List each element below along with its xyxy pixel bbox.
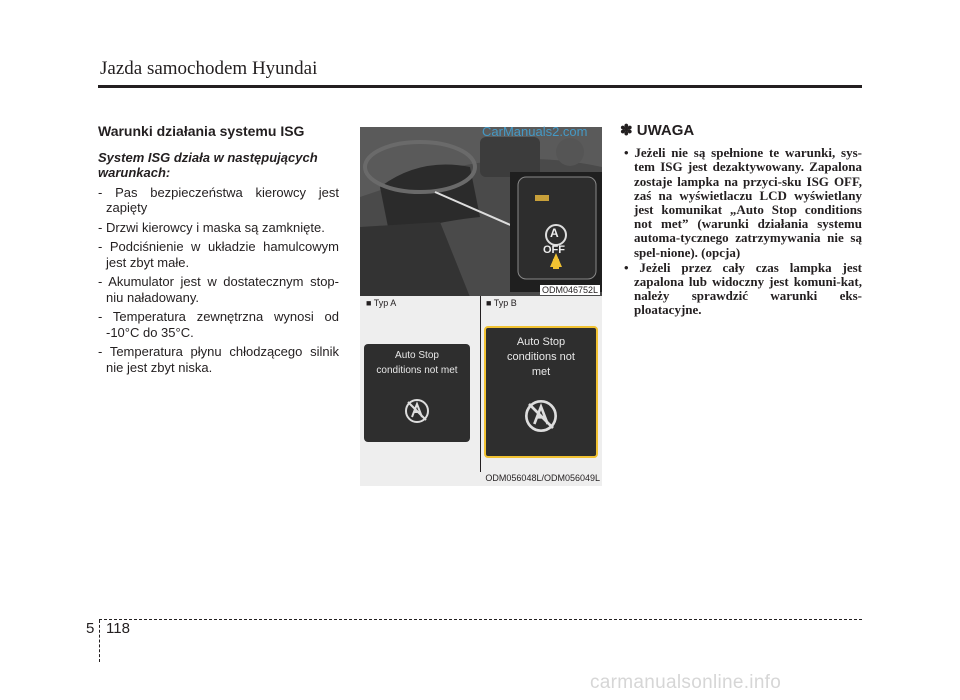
- isg-disabled-icon: [402, 396, 432, 426]
- lcd-b-line-1: Auto Stop: [516, 336, 566, 348]
- left-column: [98, 124, 339, 379]
- isg-button-off-label: OFF: [543, 244, 565, 256]
- condition-item: - Temperatura płynu chłodzącego silnik nie jest zbyt niska.: [98, 344, 339, 375]
- condition-item: - Akumulator jest w dostatecznym stop-niu naładowany.: [98, 274, 339, 305]
- isg-button-symbol: A: [550, 226, 559, 240]
- watermark-top: CarManuals2.com: [482, 124, 588, 139]
- lcd-a-line-2: conditions not met: [376, 365, 458, 376]
- condition-item: - Pas bezpieczeństwa kierowcy jest zapięty: [98, 184, 339, 215]
- note-title: ✽ UWAGA: [620, 122, 695, 139]
- lcd-b-line-3: met: [531, 366, 551, 378]
- figure-code: ODM056048L/ODM056049L: [485, 473, 600, 483]
- lcd-message-figure: [360, 296, 602, 486]
- dashboard-figure: [360, 127, 602, 297]
- note-item: • Jeżeli przez cały czas lampka jest zapalona lub widoczny jest komuni-kat, należy sprawdzić warunki eks-ploatacyjne.: [624, 259, 862, 318]
- header-rule: [98, 85, 862, 88]
- lcd-a-line-1: Auto Stop: [395, 350, 439, 361]
- condition-item: - Drzwi kierowcy i maska są zamknięte.: [98, 219, 325, 235]
- lcd-panel-type-a: [364, 344, 470, 442]
- watermark-bottom: carmanualsonline.info: [590, 672, 782, 693]
- note-item: • Jeżeli nie są spełnione te warunki, sys-tem ISG jest dezaktywowany. Zapalona zostaje lampka na przyci-sku ISG OFF, zaś na wyświetlaczu LCD wyświetlany jest komunikat „Auto Stop conditions not met” (warunki działania systemu automa-tycznego zatrzymywania nie są spel-nione). (opcja): [624, 145, 862, 260]
- section-title: Warunki działania systemu ISG: [98, 123, 305, 139]
- page-number: 118: [106, 620, 130, 637]
- lcd-b-line-2: conditions not: [507, 351, 575, 363]
- footer-divider: [99, 620, 100, 662]
- figure-code: ODM046752L: [541, 285, 598, 295]
- chapter-number: 5: [86, 620, 95, 637]
- condition-item: - Podciśnienie w układzie hamulcowym jest zbyt małe.: [98, 239, 339, 270]
- page-header-title: Jazda samochodem Hyundai: [100, 58, 318, 79]
- condition-item: - Temperatura zewnętrzna wynosi od -10°C do 35°C.: [98, 309, 339, 340]
- note-column: [620, 124, 862, 319]
- footer-rule: [99, 619, 862, 620]
- lcd-panel-type-b: [484, 326, 598, 458]
- type-a-label: ■ Typ A: [366, 298, 397, 308]
- section-subtitle: System ISG działa w następujących warunkach:: [98, 149, 318, 180]
- figure-divider: [480, 296, 481, 472]
- dashboard-illustration: [360, 127, 602, 297]
- type-b-label: ■ Typ B: [486, 298, 517, 308]
- isg-disabled-icon: [521, 396, 561, 436]
